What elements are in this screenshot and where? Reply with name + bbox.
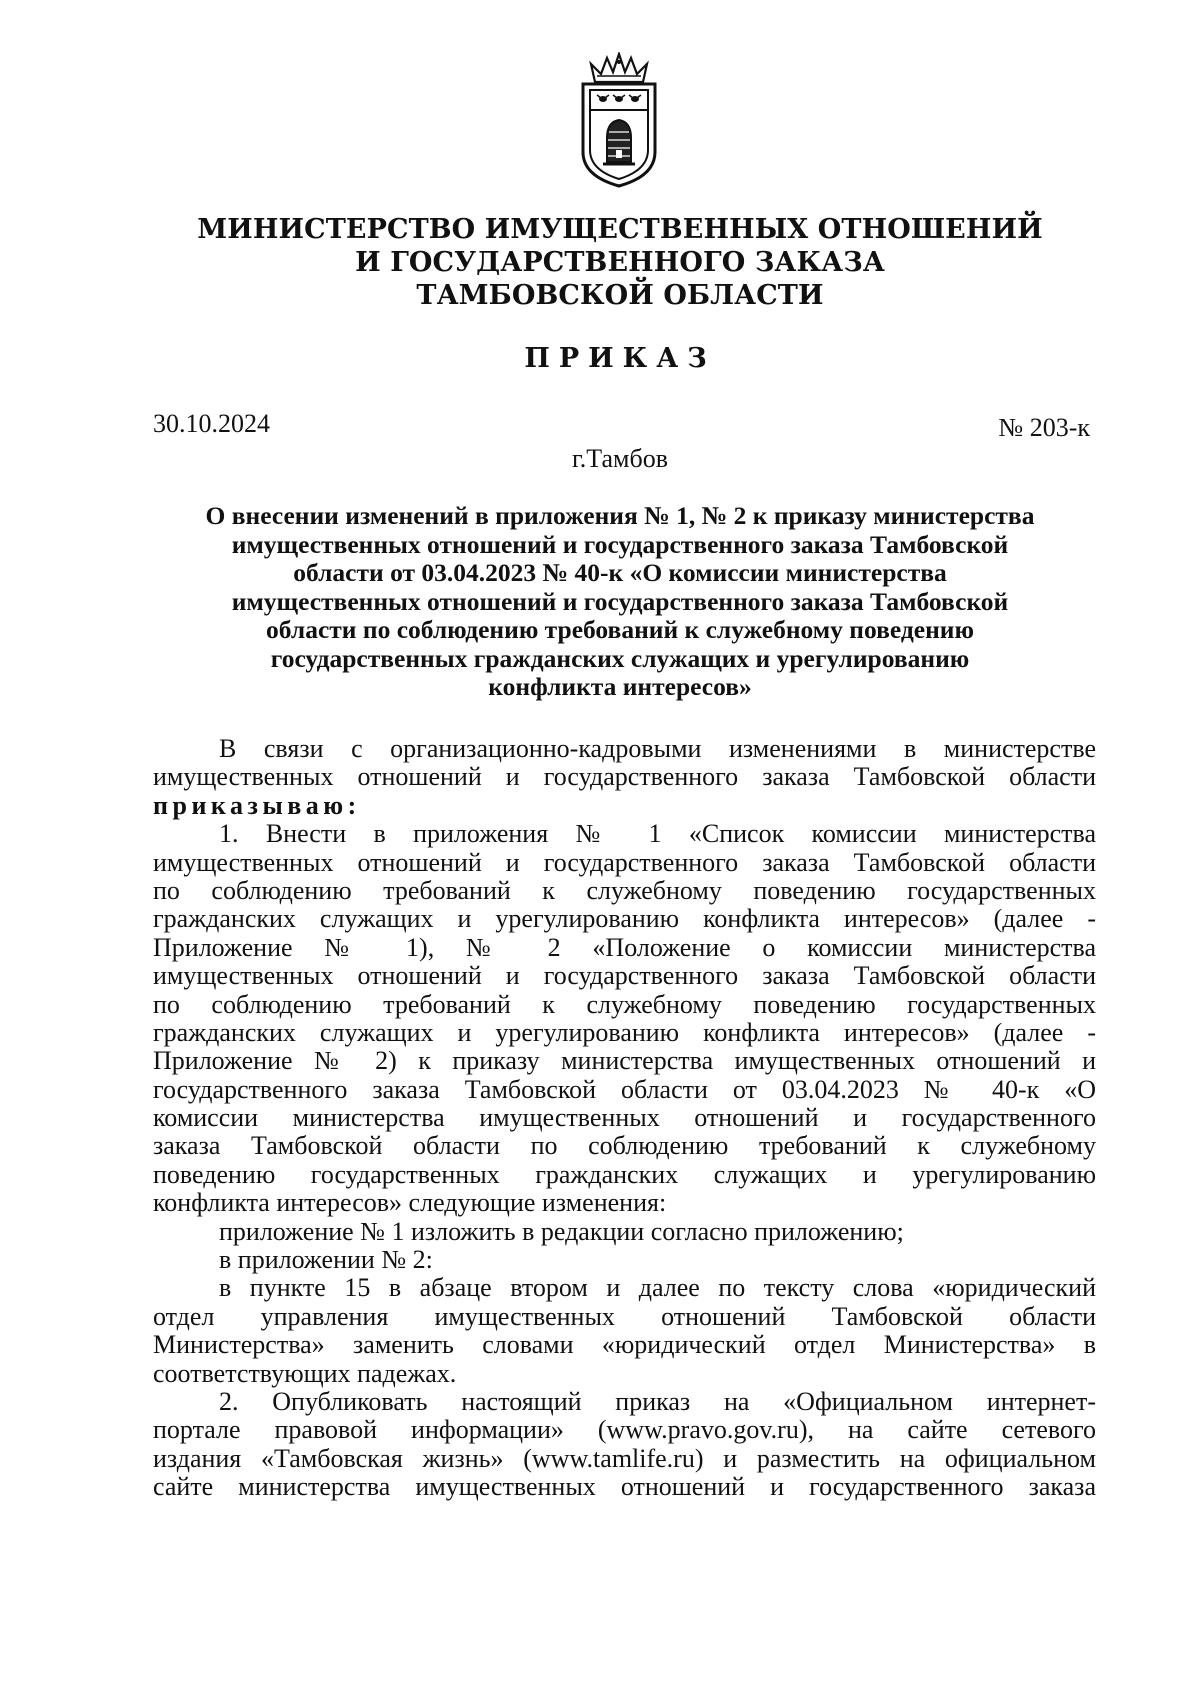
body-line: имущественных отношений и государственного заказа Тамбовской области <box>153 961 1096 991</box>
body-line: 1. Внести в приложения № 1 «Список комиссии министерства <box>219 819 1096 849</box>
body-line: соответствующих падежах. <box>153 1358 457 1388</box>
ministry-name-line: ТАМБОВСКОЙ ОБЛАСТИ <box>416 280 824 311</box>
body-line: гражданских служащих и урегулированию конфликта интересов» (далее - <box>153 904 1096 934</box>
ministry-name <box>150 213 1090 312</box>
ministry-name-line: И ГОСУДАРСТВЕННОГО ЗАКАЗА <box>355 247 885 278</box>
body-line: по соблюдению требований к служебному поведению государственных <box>153 989 1096 1019</box>
body-line: комиссии министерства имущественных отношений и государственного <box>153 1103 1096 1133</box>
body-line: заказа Тамбовской области по соблюдению требований к служебному <box>153 1131 1096 1161</box>
body-line: государственного заказа Тамбовской области от 03.04.2023 № 40-к «О <box>153 1074 1096 1104</box>
tambov-coat-of-arms-icon <box>573 52 665 188</box>
subject-line: области от 03.04.2023 № 40-к «О комиссии министерства <box>293 558 947 587</box>
body-line: приложение № 1 изложить в редакции согласно приложению; <box>219 1216 904 1246</box>
document-body <box>153 735 1096 1502</box>
body-line: Приложение № 1), № 2 «Положение о комиссии министерства <box>153 932 1096 962</box>
ministry-name-line: МИНИСТЕРСТВО ИМУЩЕСТВЕННЫХ ОТНОШЕНИЙ <box>197 214 1043 245</box>
subject-line: О внесении изменений в приложения № 1, № 2 к приказу министерства <box>205 501 1035 530</box>
body-line: издания «Тамбовская жизнь» (www.tamlife.ru) и разместить на официальном <box>153 1443 1096 1473</box>
document-number: № 203-к <box>998 413 1090 442</box>
body-line: имущественных отношений и государственного заказа Тамбовской области <box>153 847 1096 877</box>
body-line: в пункте 15 в абзаце втором и далее по тексту слова «юридический <box>219 1273 1096 1303</box>
document-subject <box>150 502 1090 702</box>
body-line: конфликта интересов» следующие изменения: <box>153 1188 667 1218</box>
document-type: ПРИКАЗ <box>524 343 716 374</box>
body-line: отдел управления имущественных отношений Тамбовской области <box>153 1301 1096 1331</box>
body-line: портале правовой информации» (www.pravo.gov.ru), на сайте сетевого <box>153 1415 1096 1445</box>
body-line: имущественных отношений и государственного заказа Тамбовской области <box>153 762 1096 792</box>
body-line: в приложении № 2: <box>219 1245 433 1275</box>
body-line: Приложение № 2) к приказу министерства имущественных отношений и <box>153 1046 1096 1076</box>
body-line: Министерства» заменить словами «юридический отдел Министерства» в <box>153 1330 1096 1360</box>
document-date: 30.10.2024 <box>153 409 270 438</box>
subject-line: области по соблюдению требований к служебному поведению <box>266 615 974 644</box>
body-line: 2. Опубликовать настоящий приказ на «Официальном интернет- <box>219 1386 1096 1416</box>
body-line: В связи с организационно-кадровыми изменениями в министерстве <box>219 734 1096 763</box>
body-line: гражданских служащих и урегулированию конфликта интересов» (далее - <box>153 1017 1096 1047</box>
body-line: сайте министерства имущественных отношений и государственного заказа <box>153 1472 1096 1502</box>
subject-line: конфликта интересов» <box>488 672 752 701</box>
document-city: г.Тамбов <box>572 444 668 473</box>
subject-line: имущественных отношений и государственного заказа Тамбовской <box>231 529 1009 559</box>
subject-line: имущественных отношений и государственного заказа Тамбовской <box>231 586 1009 616</box>
body-line: поведению государственных гражданских служащих и урегулированию <box>153 1159 1096 1189</box>
body-line: по соблюдению требований к служебному поведению государственных <box>153 875 1096 905</box>
subject-line: государственных гражданских служащих и урегулированию <box>270 643 970 673</box>
orders-word: приказываю: <box>153 790 361 820</box>
body-line <box>153 792 1096 820</box>
